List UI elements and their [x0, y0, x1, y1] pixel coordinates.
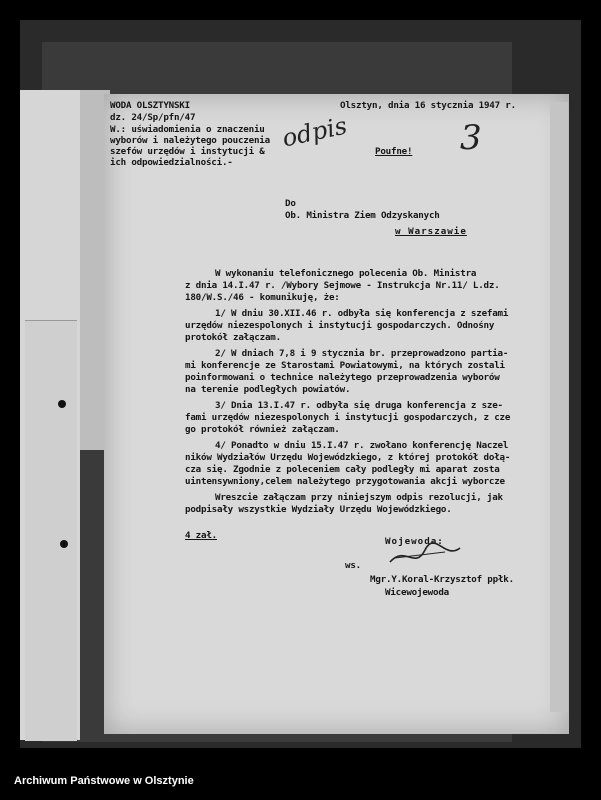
body-line: z dnia 14.I.47 r. /Wybory Sejmowe - Instrukcja Nr.11/ L.dz.: [185, 280, 500, 291]
subject-line: wyborów i należytego pouczenia: [110, 135, 270, 146]
body-line: protokół załączam.: [185, 332, 281, 343]
subject-line: szefów urzędów i instytucji &: [110, 146, 265, 157]
signature-ws: ws.: [345, 560, 361, 571]
body-line: 180/W.S./46 - komunikuję, że:: [185, 292, 340, 303]
left-paper-lower: [25, 320, 77, 741]
office-name: WODA OLSZTYNSKI: [110, 100, 190, 111]
signatory-name: Mgr.Y.Koral-Krzysztof ppłk.: [370, 574, 514, 585]
body-line: uintensywniony,celem należytego przygotowania akcji wyborcze: [185, 476, 505, 487]
place-date: Olsztyn, dnia 16 stycznia 1947 r.: [340, 100, 516, 111]
recipient-city: w Warszawie: [395, 226, 467, 237]
recipient-line: Do: [285, 198, 296, 209]
punch-hole: [58, 400, 66, 408]
recipient-line: Ob. Ministra Ziem Odzyskanych: [285, 210, 440, 221]
body-line: poinformowani o technice należytego przeprowadzenia wyborów: [185, 372, 500, 383]
signature-title: Wojewoda:: [385, 536, 444, 547]
body-line: 3/ Dnia 13.I.47 r. odbyła się druga konferencja z sze-: [215, 400, 503, 411]
reference-number: dz. 24/Sp/pfn/47: [110, 112, 196, 123]
body-line: 2/ W dniach 7,8 i 9 stycznia br. przeprowadzono partia-: [215, 348, 509, 359]
body-line: ników Wydziałów Urzędu Wojewódzkiego, z której protokół dołą-: [185, 452, 511, 463]
body-line: go protokół również załączam.: [185, 424, 340, 435]
body-line: W wykonaniu telefonicznego polecenia Ob. Ministra: [215, 268, 477, 279]
body-line: cza się. Zgodnie z poleceniem cały podległy mi aparat zosta: [185, 464, 500, 475]
archive-caption: Archiwum Państwowe w Olsztynie: [14, 775, 194, 787]
page-edge: [550, 102, 568, 712]
handwritten-odpis: odpis: [279, 111, 350, 153]
body-line: podpisały wszystkie Wydziały Urzędu Wojewódzkiego.: [185, 504, 452, 515]
body-line: fami urzędów niezespolonych i instytucji gospodarczych, z cze: [185, 412, 511, 423]
punch-hole: [60, 540, 68, 548]
signatory-role: Wicewojewoda: [385, 587, 449, 598]
body-line: 1/ W dniu 30.XII.46 r. odbyła się konferencja z szefami: [215, 308, 509, 319]
attachments-note: 4 zał.: [185, 530, 217, 541]
body-line: Wreszcie załączam przy niniejszym odpis rezolucji, jak: [215, 492, 503, 503]
subject-line: ich odpowiedzialności.-: [110, 157, 233, 168]
body-line: 4/ Ponadto w dniu 15.I.47 r. zwołano konferencję Naczel: [215, 440, 509, 451]
subject-line: W.: uświadomienia o znaczeniu: [110, 124, 265, 135]
handwritten-signature: [385, 540, 465, 568]
body-line: urzędów niezespolonych i instytucji gospodarczych. Odnośny: [185, 320, 495, 331]
body-line: mi konferencje ze Starostami Powiatowymi, na których zostali: [185, 360, 505, 371]
handwritten-number: 3: [460, 118, 482, 158]
confidential-mark: Poufne!: [375, 146, 413, 157]
body-line: na terenie podległych powiatów.: [185, 384, 351, 395]
